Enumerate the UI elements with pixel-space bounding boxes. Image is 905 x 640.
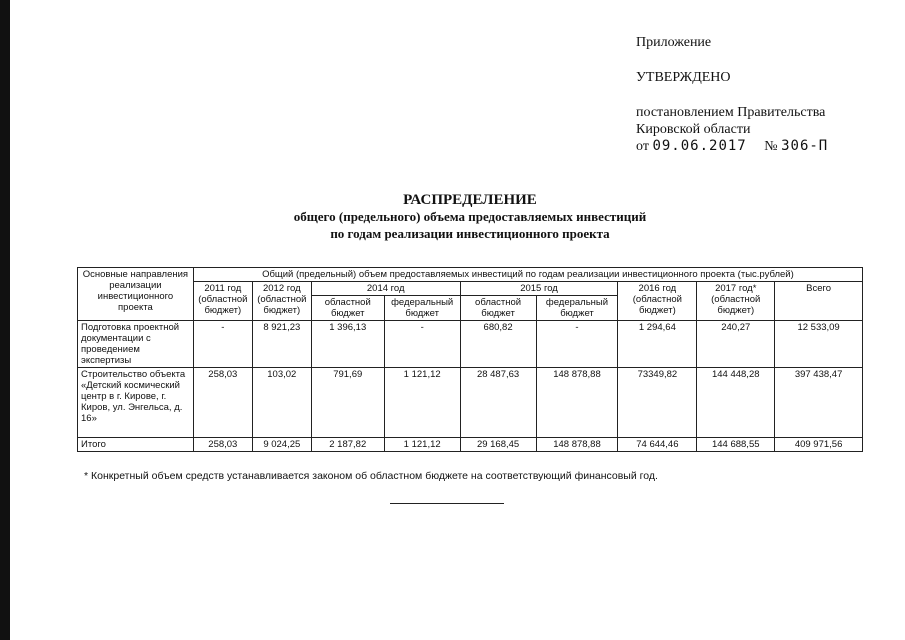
table-cell: 9 024,25 [252, 438, 311, 452]
header-row-1 [78, 268, 863, 282]
table-cell: 680,82 [460, 321, 536, 368]
closing-rule [390, 503, 504, 504]
decree-date: 09.06.2017 [652, 138, 747, 154]
table-cell: 240,27 [697, 321, 775, 368]
row-label: Строительство объекта «Детский космический центр в г. Кирове, г. Киров, ул. Энгельса, д. 16» [78, 368, 194, 438]
region-line: Кировской области [636, 122, 751, 137]
table-cell: 791,69 [311, 368, 384, 438]
table-cell: 8 921,23 [252, 321, 311, 368]
date-number-line [636, 138, 828, 155]
table-cell: - [536, 321, 618, 368]
header-2017: 2017 год* (областной бюджет) [697, 282, 775, 321]
row-label: Итого [78, 438, 194, 452]
table-cell: - [384, 321, 460, 368]
table-cell: 258,03 [193, 438, 252, 452]
header-total: Всего [775, 282, 863, 321]
footnote: * Конкретный объем средств устанавливается законом об областном бюджете на соответствующий финансовый год. [84, 470, 658, 482]
header-2014-regional: областной бюджет [311, 296, 384, 321]
table-cell: 1 294,64 [618, 321, 697, 368]
header-2016: 2016 год (областной бюджет) [618, 282, 697, 321]
scan-edge-bar [0, 0, 10, 640]
header-2015: 2015 год [460, 282, 618, 296]
table-cell: 409 971,56 [775, 438, 863, 452]
table-cell: 28 487,63 [460, 368, 536, 438]
approval-block [636, 34, 828, 155]
appendix-label: Приложение [636, 35, 712, 50]
table-cell: 12 533,09 [775, 321, 863, 368]
header-2012: 2012 год (областной бюджет) [252, 282, 311, 321]
table-cell: 148 878,88 [536, 368, 618, 438]
header-2014-federal: федеральный бюджет [384, 296, 460, 321]
header-group: Общий (предельный) объем предоставляемых инвестиций по годам реализации инвестиционного проекта (тыс.рублей) [193, 268, 862, 282]
table-row [78, 321, 863, 368]
table-cell: 29 168,45 [460, 438, 536, 452]
table-row [78, 438, 863, 452]
header-2015-federal: федеральный бюджет [536, 296, 618, 321]
document-title: РАСПРЕДЕЛЕНИЕ [403, 192, 537, 208]
document-subtitle-2: по годам реализации инвестиционного проекта [330, 226, 610, 241]
table-cell: 144 448,28 [697, 368, 775, 438]
header-2014: 2014 год [311, 282, 460, 296]
table-cell: 1 396,13 [311, 321, 384, 368]
decree-line: постановлением Правительства [636, 105, 826, 120]
header-2015-regional: областной бюджет [460, 296, 536, 321]
table-cell: 148 878,88 [536, 438, 618, 452]
table-cell: 397 438,47 [775, 368, 863, 438]
investment-table [77, 267, 863, 452]
header-row-2 [78, 282, 863, 296]
row-label: Подготовка проектной документации с проведением экспертизы [78, 321, 194, 368]
table-cell: - [193, 321, 252, 368]
table-cell: 74 644,46 [618, 438, 697, 452]
table-cell: 258,03 [193, 368, 252, 438]
document-subtitle-1: общего (предельного) объема предоставляемых инвестиций [293, 209, 647, 224]
table-cell: 144 688,55 [697, 438, 775, 452]
header-2011: 2011 год (областной бюджет) [193, 282, 252, 321]
date-prefix: от [636, 139, 649, 154]
table-row [78, 368, 863, 438]
table-cell: 2 187,82 [311, 438, 384, 452]
decree-number: 306-П [781, 138, 829, 154]
approved-label: УТВЕРЖДЕНО [636, 70, 731, 85]
table-cell: 1 121,12 [384, 368, 460, 438]
table-cell: 73349,82 [618, 368, 697, 438]
table-cell: 1 121,12 [384, 438, 460, 452]
header-direction: Основные направления реализации инвестиционного проекта [78, 268, 194, 321]
number-prefix: № [764, 139, 778, 154]
table-cell: 103,02 [252, 368, 311, 438]
